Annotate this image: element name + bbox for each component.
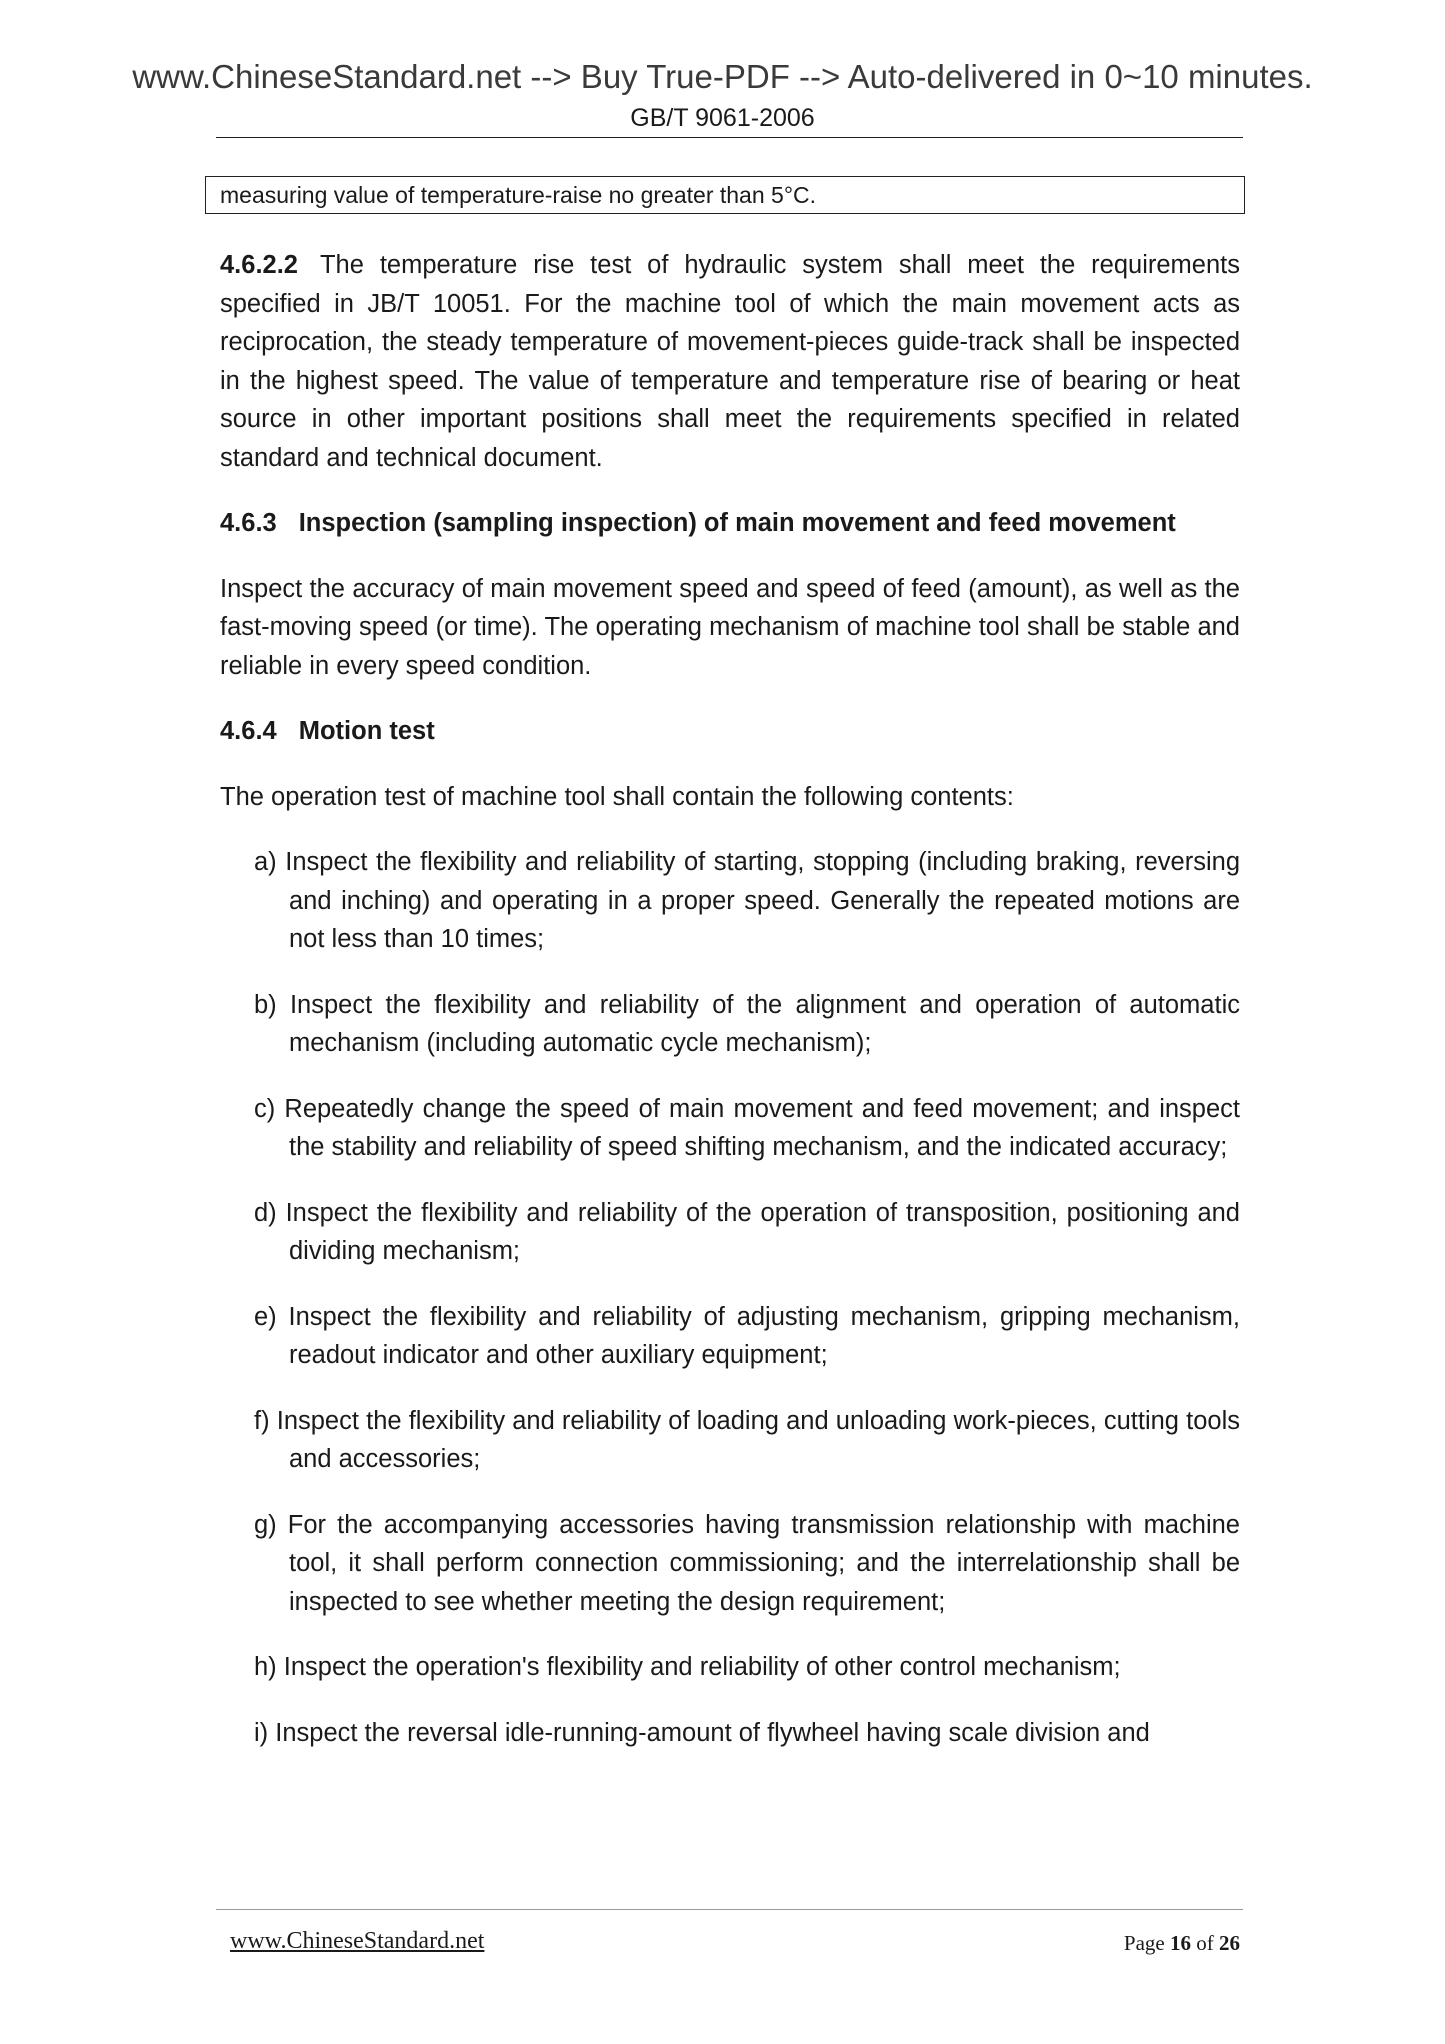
section-number: 4.6.4 <box>220 717 277 745</box>
footer-divider <box>216 1909 1243 1910</box>
boxed-note: measuring value of temperature-raise no greater than 5°C. <box>205 176 1245 214</box>
list-item: c) Repeatedly change the speed of main movement and feed movement; and inspect the stability and reliability of speed shifting mechanism, and the indicated accuracy; <box>254 1094 1240 1161</box>
header-banner: www.ChineseStandard.net --> Buy True-PDF --> Auto-delivered in 0~10 minutes. <box>132 58 1313 95</box>
paragraph-4-6-2-2 <box>220 246 1240 477</box>
list-item: e) Inspect the flexibility and reliability of adjusting mechanism, gripping mechanism, readout indicator and other auxiliary equipment; <box>254 1302 1240 1369</box>
list-item: f) Inspect the flexibility and reliability of loading and unloading work-pieces, cutting tools and accessories; <box>254 1406 1240 1473</box>
standard-code: GB/T 9061-2006 <box>630 104 815 132</box>
paragraph-4-6-4-intro: The operation test of machine tool shall contain the following contents: <box>220 782 1014 811</box>
of-word: of <box>1196 1931 1214 1955</box>
paragraph-text: The temperature rise test of hydraulic system shall meet the requirements specified in JB/T 10051. For the machine tool of which the main movement acts as reciprocation, the steady temperature of movement-pieces guide-track shall be inspected in the highest speed. The value of temperature and temperature rise of bearing or heat source in other important positions shall meet the requirements specified in related standard and technical document. <box>220 251 1240 472</box>
section-heading-4-6-3 <box>220 504 1240 543</box>
total-pages: 26 <box>1219 1931 1240 1955</box>
section-heading-4-6-4 <box>220 712 1240 751</box>
list-item: i) Inspect the reversal idle-running-amount of flywheel having scale division and <box>254 1718 1150 1747</box>
list-item: a) Inspect the flexibility and reliability of starting, stopping (including braking, reversing and inching) and operating in a proper speed. Generally the repeated motions are not less than 10 times; <box>254 848 1240 953</box>
motion-test-list <box>220 843 1240 1752</box>
page-indicator <box>1124 1931 1240 1956</box>
section-title: Inspection (sampling inspection) of main movement and feed movement <box>298 509 1176 537</box>
list-item: d) Inspect the flexibility and reliability of the operation of transposition, positioning and dividing mechanism; <box>254 1198 1240 1265</box>
document-body <box>220 246 1240 1752</box>
list-item: b) Inspect the flexibility and reliability of the alignment and operation of automatic mechanism (including automatic cycle mechanism); <box>254 990 1240 1057</box>
paragraph-4-6-3: Inspect the accuracy of main movement speed and speed of feed (amount), as well as the fast-moving speed (or time). The operating mechanism of machine tool shall be stable and reliable in every speed condition. <box>220 574 1240 680</box>
list-item: h) Inspect the operation's flexibility and reliability of other control mechanism; <box>254 1653 1121 1681</box>
section-title: Motion test <box>298 717 435 745</box>
current-page: 16 <box>1170 1931 1191 1955</box>
page-word: Page <box>1123 1931 1165 1955</box>
header-divider <box>216 137 1243 138</box>
section-number: 4.6.2.2 <box>220 251 298 279</box>
footer-site-link[interactable]: www.ChineseStandard.net <box>230 1928 485 1954</box>
section-number: 4.6.3 <box>220 509 277 537</box>
list-item: g) For the accompanying accessories having transmission relationship with machine tool, it shall perform connection commissioning; and the interrelationship shall be inspected to see whether meeting the design requirement; <box>254 1510 1240 1616</box>
